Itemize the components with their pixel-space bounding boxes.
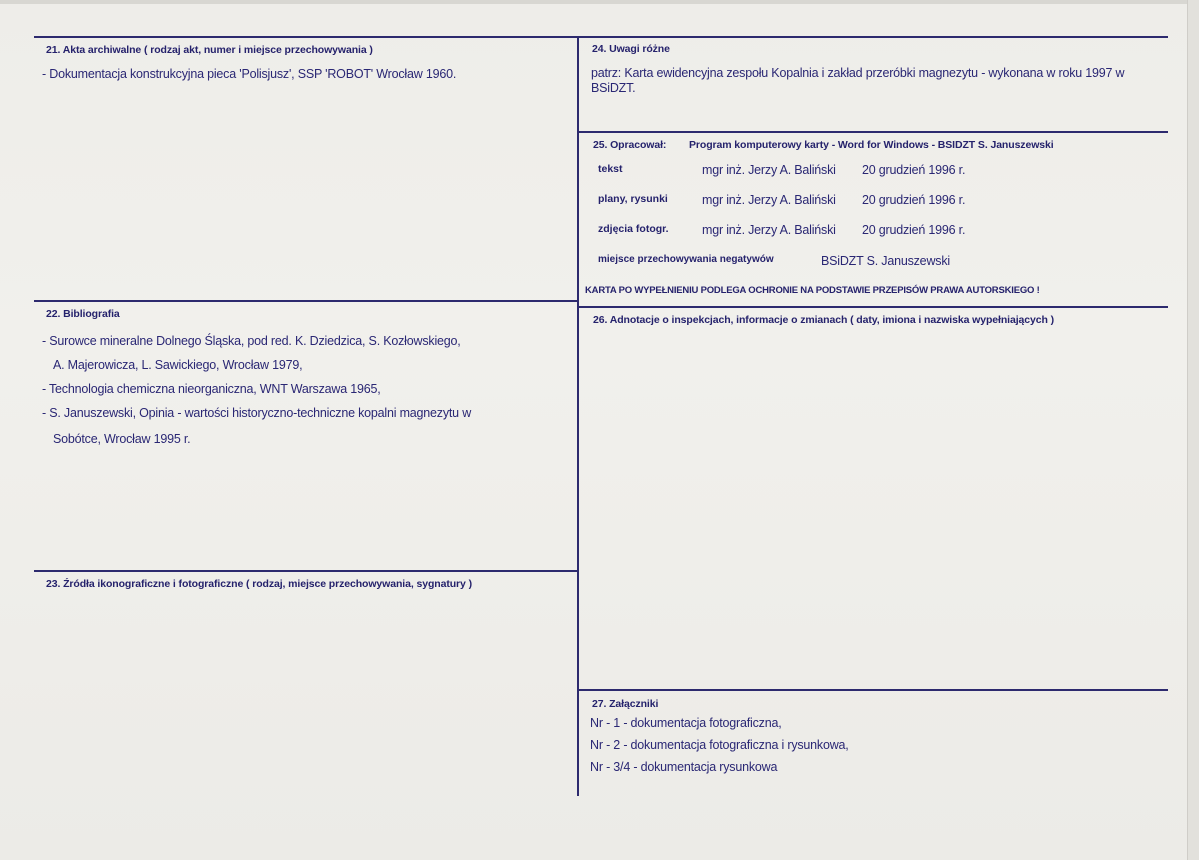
attachment-item: Nr - 2 - dokumentacja fotograficzna i rysunkowa, [590, 738, 849, 752]
section-26-heading: 26. Adnotacje o inspekcjach, informacje o zmianach ( daty, imiona i nazwiska wypełniających ) [593, 314, 1055, 326]
prepared-row-label: plany, rysunki [598, 193, 668, 205]
top-rule-right [577, 36, 1168, 38]
bibliography-line: - Technologia chemiczna nieorganiczna, WNT Warszawa 1965, [42, 382, 381, 396]
card-top-edge [0, 0, 1199, 4]
center-divider [577, 36, 579, 796]
section-25-program: Program komputerowy karty - Word for Windows - BSIDZT S. Januszewski [689, 139, 1054, 151]
section-25-heading: 25. Opracował: [593, 139, 667, 151]
prepared-row-label: zdjęcia fotogr. [598, 223, 669, 235]
prepared-row-date: 20 grudzień 1996 r. [862, 163, 966, 177]
prepared-row-person: mgr inż. Jerzy A. Baliński [702, 223, 836, 237]
section-24-heading: 24. Uwagi różne [592, 43, 670, 55]
rule-26-27 [577, 689, 1168, 691]
section-24-text: patrz: Karta ewidencyjna zespołu Kopalnia i zakład przeróbki magnezytu - wykonana w roku 1997 w BSiDZT. [591, 66, 1125, 95]
section-21-heading: 21. Akta archiwalne ( rodzaj akt, numer i miejsce przechowywania ) [46, 44, 373, 56]
bibliography-line: - Surowce mineralne Dolnego Śląska, pod red. K. Dziedzica, S. Kozłowskiego, [42, 334, 461, 348]
attachment-item: Nr - 1 - dokumentacja fotograficzna, [590, 716, 782, 730]
section-27-heading: 27. Załączniki [592, 698, 659, 710]
negatives-value: BSiDZT S. Januszewski [821, 254, 950, 268]
prepared-row-person: mgr inż. Jerzy A. Baliński [702, 193, 836, 207]
section-23-heading: 23. Źródła ikonograficzne i fotograficzne ( rodzaj, miejsce przechowywania, sygnatury ) [46, 578, 472, 590]
rule-24-25 [577, 131, 1168, 133]
bibliography-line: A. Majerowicza, L. Sawickiego, Wrocław 1979, [53, 358, 303, 372]
copyright-notice: KARTA PO WYPEŁNIENIU PODLEGA OCHRONIE NA PODSTAWIE PRZEPISÓW PRAWA AUTORSKIEGO ! [585, 285, 1040, 296]
top-rule-left [34, 36, 577, 38]
prepared-row-person: mgr inż. Jerzy A. Baliński [702, 163, 836, 177]
prepared-row-date: 20 grudzień 1996 r. [862, 223, 966, 237]
prepared-row-label: tekst [598, 163, 623, 175]
attachment-item: Nr - 3/4 - dokumentacja rysunkowa [590, 760, 778, 774]
rule-22-23 [34, 570, 577, 572]
bibliography-line: - S. Januszewski, Opinia - wartości historyczno-techniczne kopalni magnezytu w [42, 406, 472, 420]
negatives-label: miejsce przechowywania negatywów [598, 254, 774, 265]
rule-21-22 [34, 300, 577, 302]
bibliography-line: Sobótce, Wrocław 1995 r. [53, 432, 191, 446]
section-21-entry: - Dokumentacja konstrukcyjna pieca 'Polisjusz', SSP 'ROBOT' Wrocław 1960. [42, 67, 457, 81]
card-right-edge [1187, 0, 1199, 860]
prepared-row-date: 20 grudzień 1996 r. [862, 193, 966, 207]
rule-25-26 [577, 306, 1168, 308]
section-22-heading: 22. Bibliografia [46, 308, 120, 320]
